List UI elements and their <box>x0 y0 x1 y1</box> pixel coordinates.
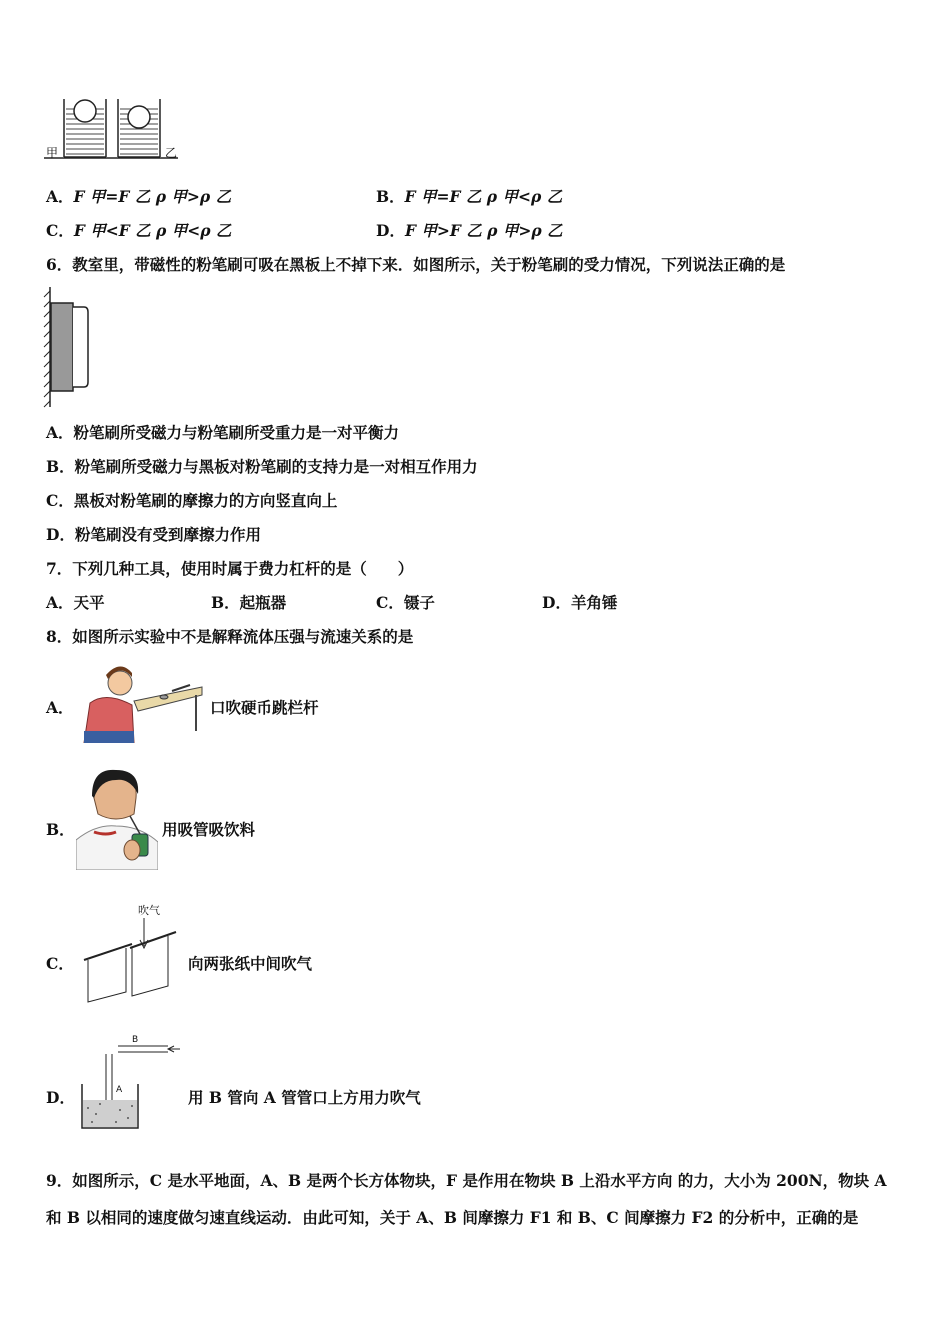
two-papers-figure <box>76 900 186 1005</box>
q7-option-a: A．天平 <box>46 593 105 612</box>
q5-option-c <box>46 221 231 241</box>
q6-option-b: B．粉笔刷所受磁力与黑板对粉笔刷的支持力是一对相互作用力 <box>46 457 478 476</box>
q6-option-a: A．粉笔刷所受磁力与粉笔刷所受重力是一对平衡力 <box>46 423 400 442</box>
beaker-yi <box>118 99 160 157</box>
beakers-figure <box>44 95 184 165</box>
q5-option-c-text: F 甲<F 乙 ρ 甲<ρ 乙 <box>73 221 232 240</box>
q5-option-b-letter: B． <box>376 187 405 206</box>
girl-blowing-coin-illustration <box>76 661 206 743</box>
q5-option-d-text: F 甲>F 乙 ρ 甲>ρ 乙 <box>404 221 563 240</box>
q8-option-c-letter: C． <box>46 954 74 973</box>
q6-option-c: C．黑板对粉笔刷的摩擦力的方向竖直向上 <box>46 491 338 510</box>
q7-option-b: B．起瓶器 <box>211 593 287 612</box>
label-jia: 甲 <box>46 146 59 160</box>
q5-option-c-letter: C． <box>46 221 74 240</box>
q9-line-2: 和 B 以相同的速度做匀速直线运动．由此可知，关于 A、B 间摩擦力 F1 和 B、C 间摩擦力 F2 的分析中，正确的是 <box>46 1208 859 1227</box>
q5-option-d <box>376 221 563 241</box>
q5-option-d-letter: D． <box>376 221 405 240</box>
chalk-brush-figure <box>40 285 100 410</box>
q5-option-a <box>46 187 231 207</box>
q8-option-d-letter: D． <box>46 1088 75 1107</box>
q7-stem: 7．下列几种工具，使用时属于费力杠杆的是（ ） <box>46 559 414 578</box>
blow-label: 吹气 <box>138 904 160 917</box>
q5-option-b-text: F 甲=F 乙 ρ 甲<ρ 乙 <box>404 187 563 206</box>
label-yi: 乙 <box>165 146 178 160</box>
q9-line-1: 9．如图所示，C 是水平地面，A、B 是两个长方体物块，F 是作用在物块 B 上沿水平方向 的力，大小为 200N，物块 A <box>46 1171 887 1190</box>
beaker-jia <box>64 99 106 157</box>
tube-beaker-figure <box>76 1030 186 1132</box>
q8-option-d-caption: 用 B 管向 A 管管口上方用力吹气 <box>188 1088 421 1107</box>
q8-option-b-caption: 用吸管吸饮料 <box>162 820 256 839</box>
q7-option-d: D．羊角锤 <box>542 593 618 612</box>
q6-option-d: D．粉笔刷没有受到摩擦力作用 <box>46 525 261 544</box>
q8-option-c-caption: 向两张纸中间吹气 <box>188 954 313 973</box>
q7-option-c: C．镊子 <box>376 593 435 612</box>
q5-option-b <box>376 187 562 207</box>
q8-option-a-letter: A． <box>46 698 74 717</box>
q6-stem: 6．教室里，带磁性的粉笔刷可吸在黑板上不掉下来．如图所示，关于粉笔刷的受力情况，下列说法正确的是 <box>46 255 786 274</box>
q5-option-a-text: F 甲=F 乙 ρ 甲>ρ 乙 <box>73 187 232 206</box>
q8-stem: 8．如图所示实验中不是解释流体压强与流速关系的是 <box>46 627 414 646</box>
tube-a-label: A <box>116 1085 123 1095</box>
tube-b-label: B <box>132 1035 139 1045</box>
q8-option-b-letter: B． <box>46 820 75 839</box>
boy-drinking-straw-illustration <box>76 768 158 870</box>
q5-option-a-letter: A． <box>46 187 74 206</box>
q8-option-a-caption: 口吹硬币跳栏杆 <box>210 698 319 717</box>
